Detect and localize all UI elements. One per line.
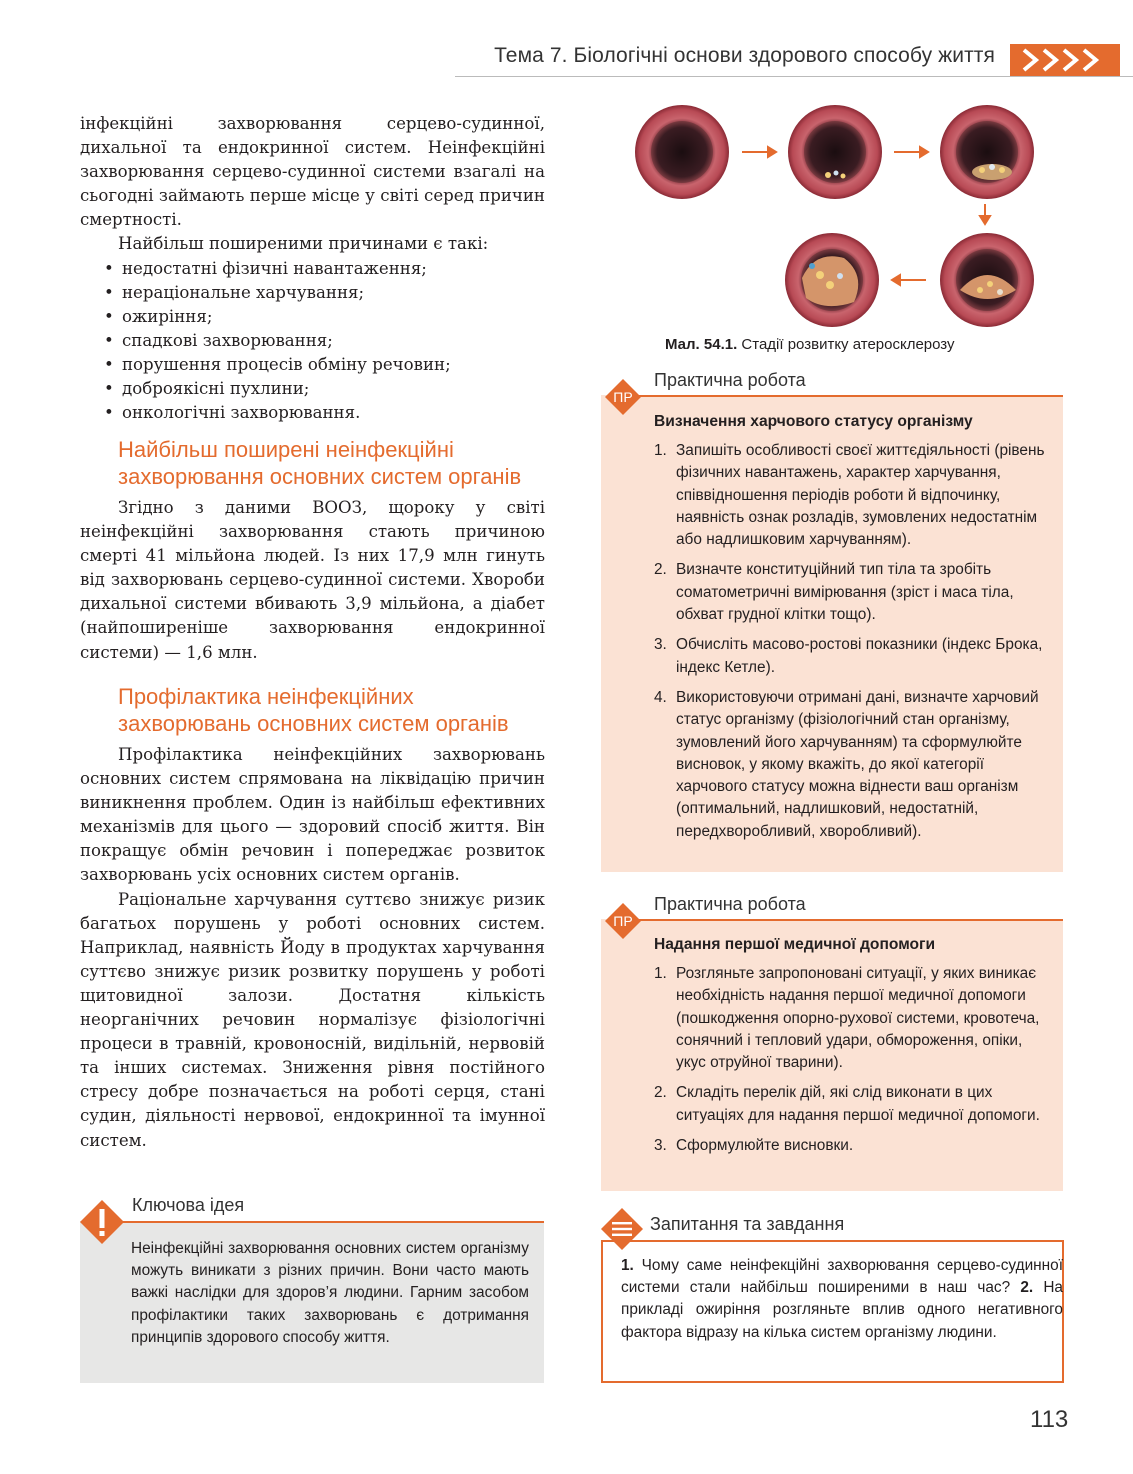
item-number: 3. — [654, 1137, 667, 1155]
item-text: Розгляньте запропоновані ситуації, у яких виникає необхідність надання першої медичної допомоги (пошкодження опорно-рухової системи, кровотеча, сонячний і тепловий удари, обмороження, опіки, укус отруйної тварини). — [676, 965, 1040, 1072]
artery-stage-3 — [940, 105, 1034, 199]
item-text: Запишіть особливості своєї життєдіяльності (рівень фізичних навантажень, характер харчування, співвідношення періодів роботи й відпочинку, наявність ознак розладів, зумовлених недостатнім або надлишковим харчуванням). — [676, 442, 1045, 549]
figure-caption — [665, 336, 955, 353]
list-item — [654, 963, 1052, 1074]
practical-work-2-list — [654, 963, 1052, 1165]
list-item: • порушення процесів обміну речовин; — [80, 353, 545, 377]
list-item: • спадкові захворювання; — [80, 329, 545, 353]
intro-paragraph: інфекційні захворювання серцево-судинної, дихальної та ендокринної систем. Неінфекційні захворювання серцево-судинної системи взагалі на сьогодні займають перше місце у світі серед причин смертності. — [80, 114, 545, 230]
practical-work-1-heading: Визначення харчового статусу організму — [654, 413, 973, 430]
list-item — [654, 1082, 1052, 1127]
paragraph: Раціональне харчування суттєво знижує ризик багатьох порушень у роботі основних систем. Наприклад, наявність Йоду в продуктах харчування суттєво знижує ризик розвитку порушень у роботі щитовидної залози. Достатня кількість неорганічних речовин нормалізує фізіологічні процеси в травній, кровоносній, видільній, нервовій та інших системах. Зниження рівня постійного стресу добре позначається на роботі серця, стані судин, діяльності нервової, ендокринної та імунної систем. — [80, 889, 545, 1150]
figure-caption-text: Стадії розвитку атеросклерозу — [737, 336, 955, 353]
paragraph: Профілактика неінфекційних захворювань основних систем спрямована на ліквідацію причин виникнення проблем. Один із найбільш ефективних механізмів для цього — здоровий спосіб життя. Він покращує обмін речовин і попереджає розвиток захворювань усіх основних систем органів. — [80, 745, 545, 885]
header-rule — [455, 76, 1133, 77]
question-text: Чому саме неінфекційні захворювання серцево-судинної системи стали найбільш поширеними в наш час? — [621, 1257, 1063, 1297]
question-number: 2. — [1020, 1279, 1034, 1297]
causes-list — [80, 257, 545, 426]
causes-intro: Найбільш поширеними причинами є такі: — [118, 234, 489, 254]
item-number: 1. — [654, 965, 667, 982]
practical-work-2-label: Практична робота — [654, 894, 806, 914]
practical-badge-icon — [605, 903, 641, 939]
item-number: 4. — [654, 688, 667, 706]
question-number: 1. — [621, 1257, 634, 1274]
list-item — [654, 634, 1052, 679]
atherosclerosis-figure — [630, 100, 1040, 330]
section-2-body — [80, 743, 545, 1153]
practical-badge-text: ПР — [613, 389, 633, 405]
artery-stage-4 — [940, 233, 1034, 327]
list-item: • онкологічні захворювання. — [80, 401, 545, 425]
key-idea-rule — [122, 1221, 544, 1223]
item-text: Сформулюйте висновки. — [676, 1137, 854, 1155]
practical-work-1-rule — [622, 395, 1063, 397]
list-item: • нераціональне харчування; — [80, 281, 545, 305]
page-number: 113 — [1030, 1406, 1069, 1433]
paragraph: Згідно з даними ВООЗ, щороку у світі неінфекційні захворювання стають причиною смерті 41 мільйона людей. Із них 17,9 млн гинуть від захворювань серцево-судинної системи. Хвороби дихальної системи вбивають 3,9 мільйона, а діабет (найпоширеніше захворювання ендокринної системи) — 1,6 млн. — [80, 498, 545, 662]
item-number: 2. — [654, 561, 667, 579]
item-text: Використовуючи отримані дані, визначте харчовий статус організму (фізіологічний стан організму, зумовлений його харчуванням) та сформулюйте висновок, у якому вкажіть, до якої категорії харчового статусу можна віднести ваш організм (оптимальний, надлишковий, недостатній, передхворобливий, хворобливий). — [676, 688, 1039, 840]
practical-work-2-heading: Надання першої медичної допомоги — [654, 936, 936, 953]
question-text: На прикладі ожиріння розгляньте вплив одного негативного фактора відразу на кілька систем організму людини. — [621, 1279, 1063, 1341]
item-number: 2. — [654, 1084, 667, 1102]
practical-work-1-label: Практична робота — [654, 370, 806, 390]
practical-badge-icon — [605, 379, 641, 415]
practical-badge-text: ПР — [613, 913, 633, 929]
list-item: • ожиріння; — [80, 305, 545, 329]
list-item: • недостатні фізичні навантаження; — [80, 257, 545, 281]
list-item: • доброякісні пухлини; — [80, 377, 545, 401]
section-heading-1: Найбільш поширені неінфекційні захворювання основних систем органів — [118, 437, 522, 489]
practical-work-1-list — [654, 440, 1052, 851]
item-text: Визначте конституційний тип тіла та зробіть соматометричні вимірювання (зріст і маса тіла, обхват грудної клітки тощо). — [676, 561, 1014, 624]
questions-text — [621, 1255, 1063, 1344]
practical-work-2-rule — [622, 919, 1063, 921]
item-text: Складіть перелік дій, які слід виконати в цих ситуаціях для надання першої медичної допомоги. — [676, 1084, 1040, 1124]
questions-title: Запитання та завдання — [650, 1214, 845, 1234]
item-number: 3. — [654, 636, 667, 654]
artery-stage-5 — [785, 233, 879, 327]
artery-stage-1 — [635, 105, 729, 199]
section-1-body — [80, 496, 545, 665]
key-idea-title: Ключова ідея — [132, 1195, 245, 1215]
running-header: Тема 7. Біологічні основи здорового способу життя — [494, 44, 995, 67]
list-icon — [601, 1208, 643, 1250]
list-item — [654, 559, 1052, 626]
item-number: 1. — [654, 442, 667, 459]
figure-caption-label: Мал. 54.1. — [665, 336, 738, 353]
exclamation-icon — [80, 1200, 124, 1244]
intro-block — [80, 112, 545, 425]
section-heading-2: Профілактика неінфекційних захворювань основних систем органів — [118, 684, 509, 736]
item-text: Обчисліть масово-ростові показники (індекс Брока, індекс Кетле). — [676, 636, 1043, 676]
chevrons-icon — [1010, 44, 1120, 76]
artery-stage-2 — [788, 105, 882, 199]
key-idea-text: Неінфекційні захворювання основних систем організму можуть виникати з різних причин. Вони часто мають важкі наслідки для здоров’я людини. Гарним засобом профілактики таких захворювань є дотримання принципів здорового способу життя. — [131, 1240, 529, 1346]
list-item — [654, 687, 1052, 843]
list-item — [654, 1135, 1052, 1157]
list-item — [654, 440, 1052, 551]
